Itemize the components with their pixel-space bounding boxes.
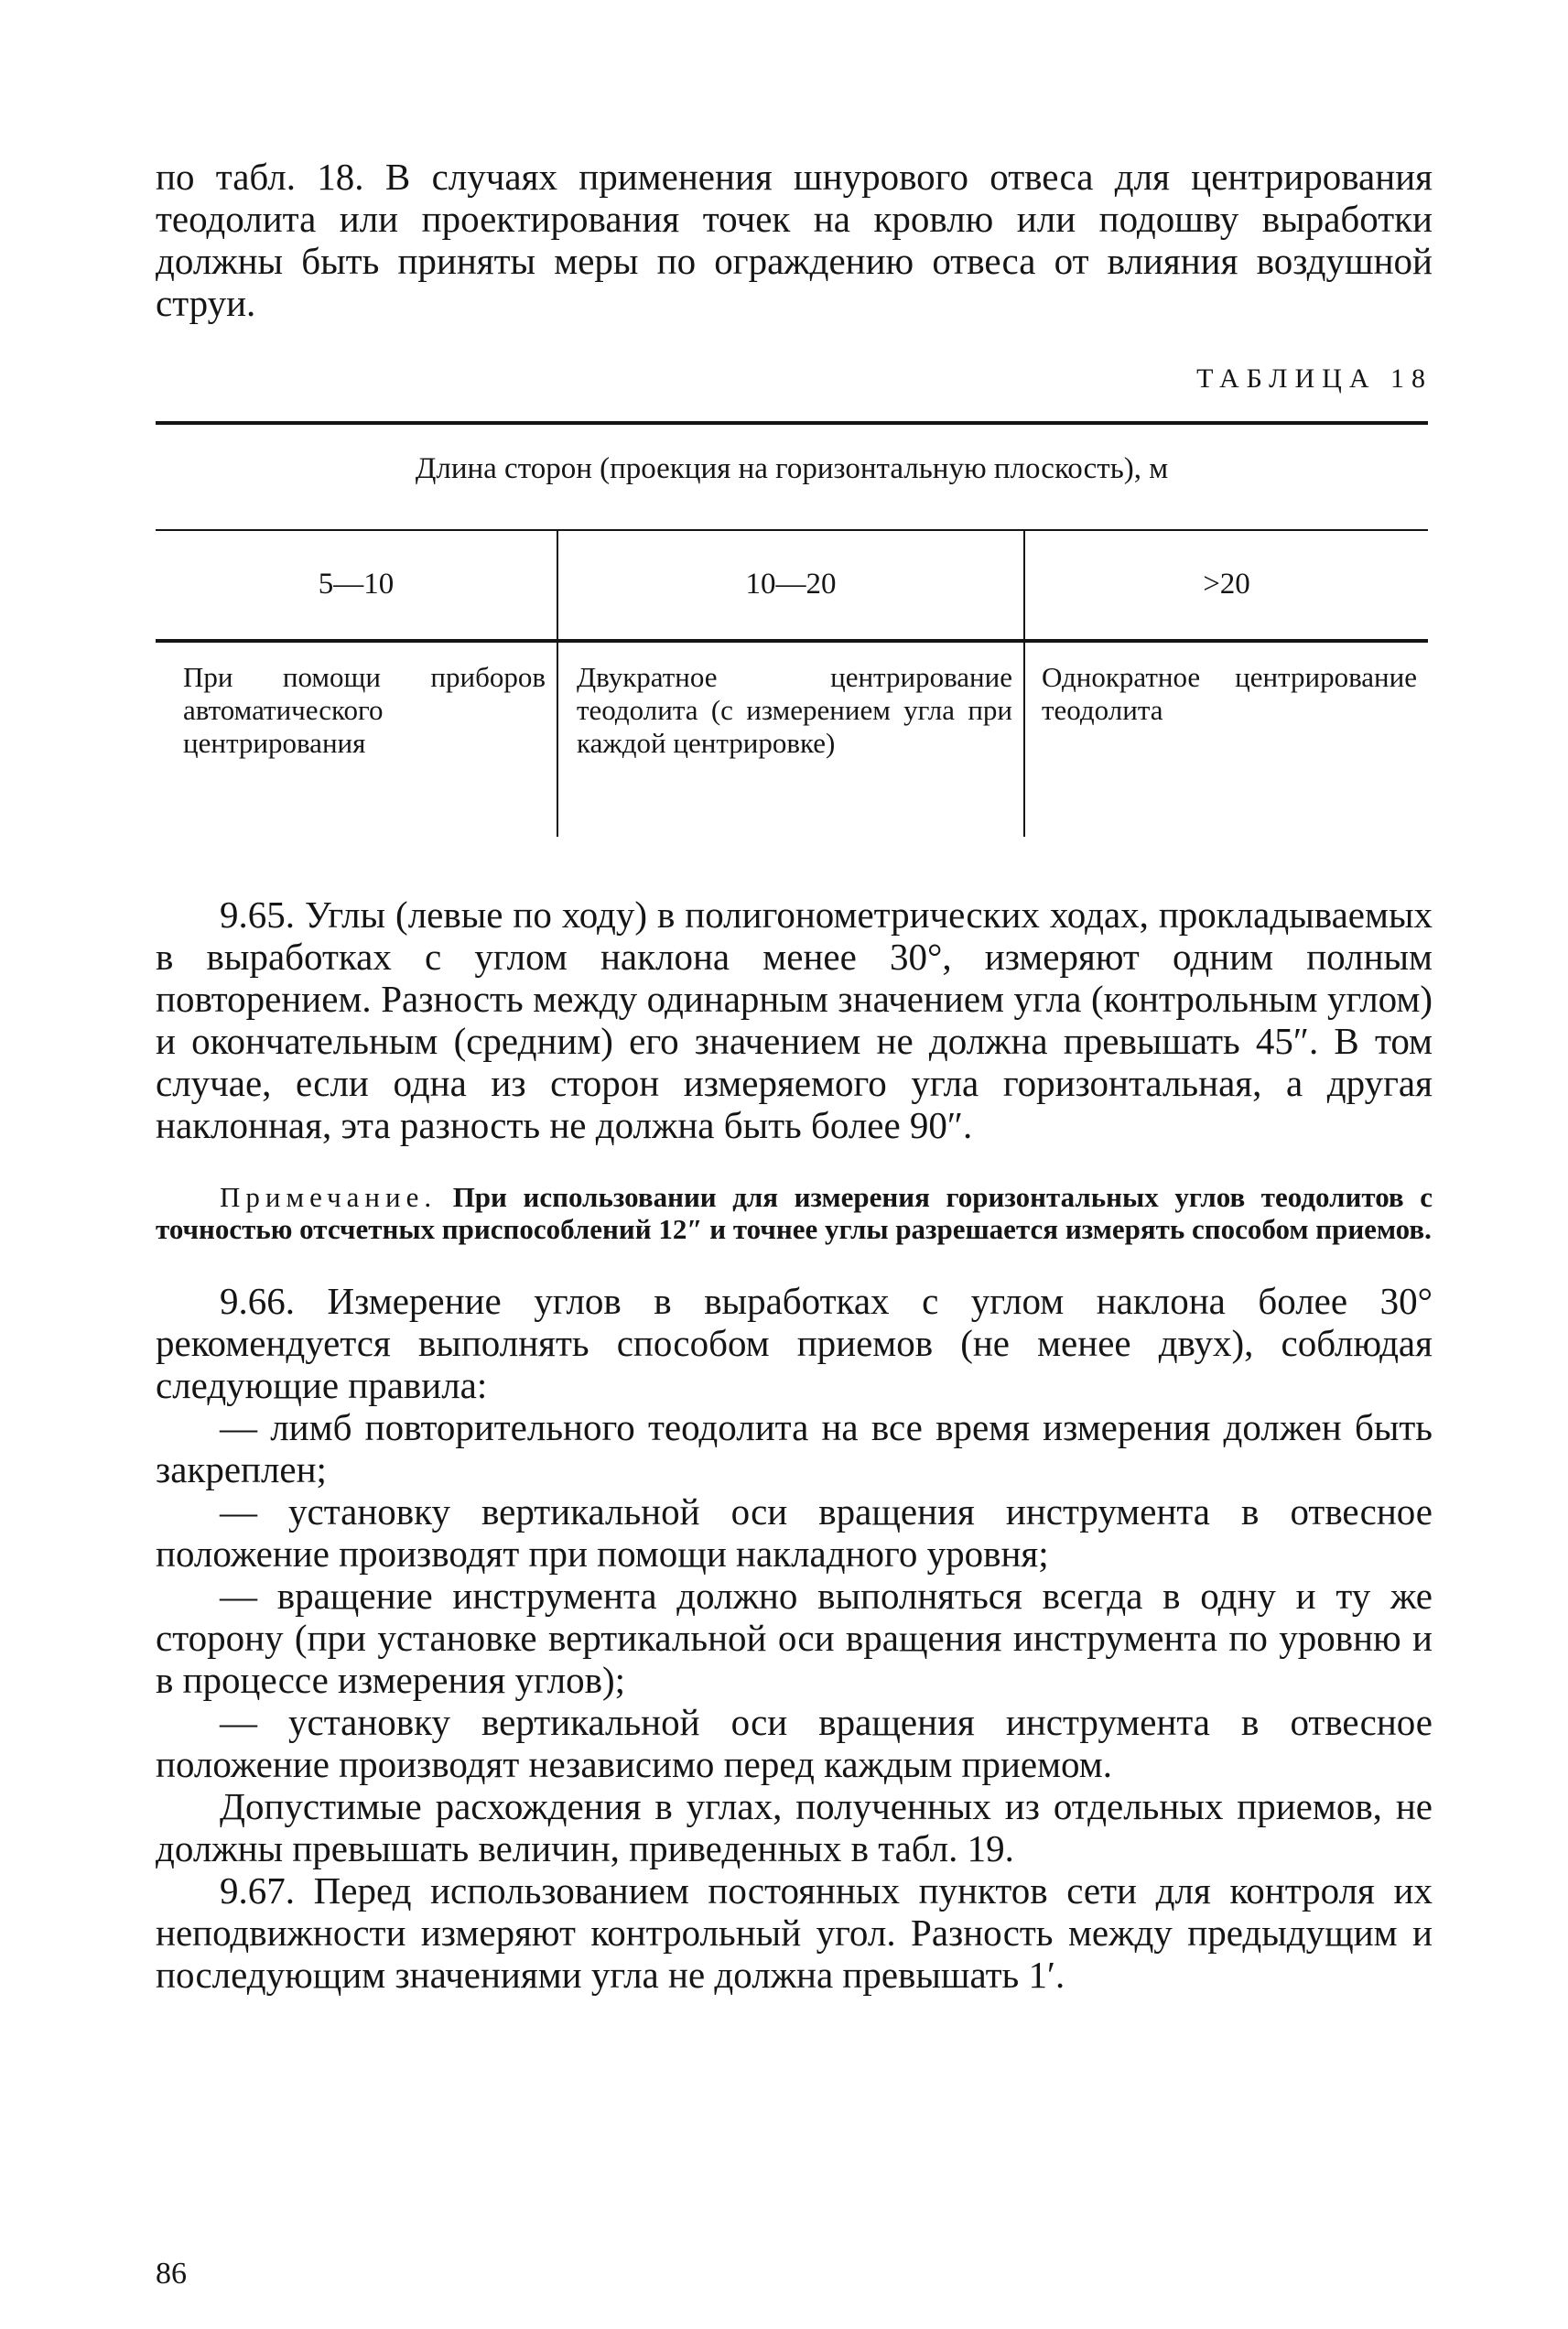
section-9-65: 9.65. Углы (левые по ходу) в полигонометрических ходах, прокладываемых в выработках с углом наклона менее 30°, измеряют одним полным повторением. Разность между одинарным значением угла (контрольным углом) и окончательным (средним) его значением не должна превышать 45″. В том случае, если одна из сторон измеряемого угла горизонтальная, а другая наклонная, эта разность не должна быть более 90″. <box>156 894 1433 1146</box>
note <box>156 1181 1433 1245</box>
table-body-rule <box>156 639 1428 643</box>
note-lead: Примечание. <box>220 1181 438 1213</box>
table-18 <box>156 421 1428 842</box>
note-text: При использовании для измерения горизонтальных углов теодолитов с точностью отсчетных приспособлений 12″ и точнее углы разрешается измерять способом приемов. <box>156 1181 1433 1245</box>
document-page <box>156 156 1433 1996</box>
column-divider <box>557 643 558 837</box>
table-top-rule <box>156 421 1428 425</box>
table-title: ТАБЛИЦА 18 <box>1196 363 1433 394</box>
column-heading-3: >20 <box>1203 568 1250 601</box>
column-heading-1: 5—10 <box>318 568 395 601</box>
rule-item: — установку вертикальной оси вращения инструмента в отвесное положение производят при помощи накладного уровня; <box>156 1490 1433 1575</box>
table-cell-1: При помощи приборов автоматического центрирования <box>183 661 546 759</box>
table-header-rule <box>156 529 1428 531</box>
rule-item: — вращение инструмента должно выполняться всегда в одну и ту же сторону (при установке вертикальной оси вращения инструмента по уровню и в процессе измерения углов); <box>156 1575 1433 1701</box>
column-divider <box>1023 643 1025 837</box>
section-9-66-intro: 9.66. Измерение углов в выработках с углом наклона более 30° рекомендуется выполнять способом приемов (не менее двух), соблюдая следующие правила: <box>156 1280 1433 1406</box>
table-header: Длина сторон (проекция на горизонтальную плоскость), м <box>415 452 1169 485</box>
section-9-67: 9.67. Перед использованием постоянных пунктов сети для контроля их неподвижности измеряют контрольный угол. Разность между предыдущим и последующим значениями угла не должна превышать 1′. <box>156 1869 1433 1996</box>
rule-item: — установку вертикальной оси вращения инструмента в отвесное положение производят независимо перед каждым приемом. <box>156 1701 1433 1785</box>
page-number: 86 <box>156 2257 187 2291</box>
rule-item: — лимб повторительного теодолита на все время измерения должен быть закреплен; <box>156 1406 1433 1490</box>
section-9-66-closing: Допустимые расхождения в углах, полученных из отдельных приемов, не должны превышать величин, приведенных в табл. 19. <box>156 1785 1433 1869</box>
table-cell-2: Двукратное центрирование теодолита (с измерением угла при каждой центрировке) <box>577 661 1012 759</box>
table-cell-3: Однократное центрирование теодолита <box>1042 661 1417 726</box>
intro-paragraph: по табл. 18. В случаях применения шнурового отвеса для центрирования теодолита или проектирования точек на кровлю или подошву выработки должны быть приняты меры по ограждению отвеса от влияния воздушной струи. <box>156 156 1433 324</box>
column-heading-2: 10—20 <box>745 568 837 601</box>
